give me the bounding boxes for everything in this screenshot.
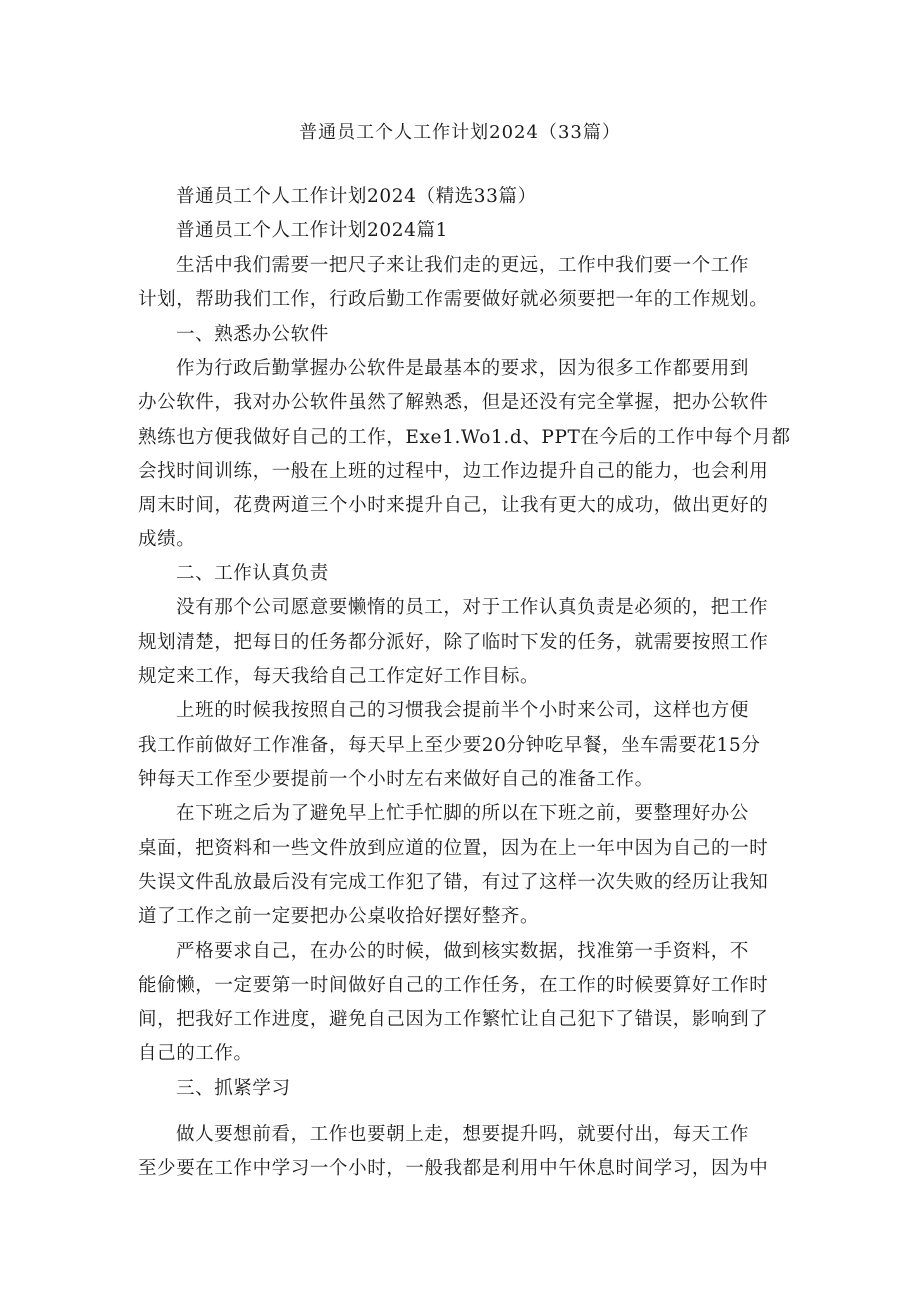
paragraph-line: 办公软件，我对办公软件虽然了解熟悉，但是还没有完全掌握，把办公软件: [138, 392, 769, 413]
paragraph-line: 周末时间，花费两道三个小时来提升自己，让我有更大的成功，做出更好的: [138, 495, 769, 516]
paragraph-line: 自己的工作。: [138, 1043, 253, 1064]
section-heading: 一、熟悉办公软件: [176, 324, 329, 345]
paragraph-line: 规定来工作，每天我给自己工作定好工作目标。: [138, 666, 540, 687]
paragraph-line: 上班的时候我按照自己的习惯我会提前半个小时来公司，这样也方便: [176, 700, 750, 721]
paragraph-line: 生活中我们需要一把尺子来让我们走的更远，工作中我们要一个工作: [176, 255, 750, 276]
paragraph-line: 没有那个公司愿意要懒惰的员工，对于工作认真负责是必须的，把工作: [176, 597, 769, 618]
paragraph-line: 成绩。: [138, 529, 196, 550]
section-heading: 二、工作认真负责: [176, 563, 329, 584]
paragraph-line: 我工作前做好工作准备，每天早上至少要20分钟吃早餐，坐车需要花15分: [138, 735, 761, 756]
paragraph-line: 桌面，把资料和一些文件放到应道的位置，因为在上一年中因为自己的一时: [138, 838, 769, 859]
paragraph-line: 计划，帮助我们工作，行政后勤工作需要做好就必须要把一年的工作规划。: [138, 289, 769, 310]
paragraph-line: 能偷懒，一定要第一时间做好自己的工作任务，在工作的时候要算好工作时: [138, 975, 769, 996]
paragraph-line: 间，把我好工作进度，避免自己因为工作繁忙让自己犯下了错误，影响到了: [138, 1009, 769, 1030]
paragraph-line: 至少要在工作中学习一个小时，一般我都是利用中午休息时间学习，因为中: [138, 1158, 769, 1179]
document-title: 普通员工个人工作计划2024（33篇）: [299, 122, 621, 143]
paragraph-line: 熟练也方便我做好自己的工作，Exe1.Wo1.d、PPT在今后的工作中每个月都: [138, 427, 791, 448]
paragraph-line: 做人要想前看，工作也要朝上走，想要提升吗，就要付出，每天工作: [176, 1124, 750, 1145]
paragraph-line: 道了工作之前一定要把办公桌收拾好摆好整齐。: [138, 906, 540, 927]
paragraph-line: 在下班之后为了避免早上忙手忙脚的所以在下班之前，要整理好办公: [176, 803, 750, 824]
paragraph-line: 钟每天工作至少要提前一个小时左右来做好自己的准备工作。: [138, 769, 654, 790]
paragraph-line: 作为行政后勤掌握办公软件是最基本的要求，因为很多工作都要用到: [176, 358, 750, 379]
paragraph-line: 规划清楚，把每日的任务都分派好，除了临时下发的任务，就需要按照工作: [138, 632, 769, 653]
section-heading: 三、抓紧学习: [176, 1078, 291, 1099]
paragraph-line: 严格要求自己，在办公的时候，做到核实数据，找准第一手资料，不: [176, 941, 750, 962]
paragraph-line: 失误文件乱放最后没有完成工作犯了错，有过了这样一次失败的经历让我知: [138, 872, 769, 893]
article-title: 普通员工个人工作计划2024篇1: [176, 220, 448, 241]
document-subtitle: 普通员工个人工作计划2024（精选33篇）: [176, 186, 537, 207]
paragraph-line: 会找时间训练，一般在上班的过程中，边工作边提升自己的能力，也会利用: [138, 461, 769, 482]
